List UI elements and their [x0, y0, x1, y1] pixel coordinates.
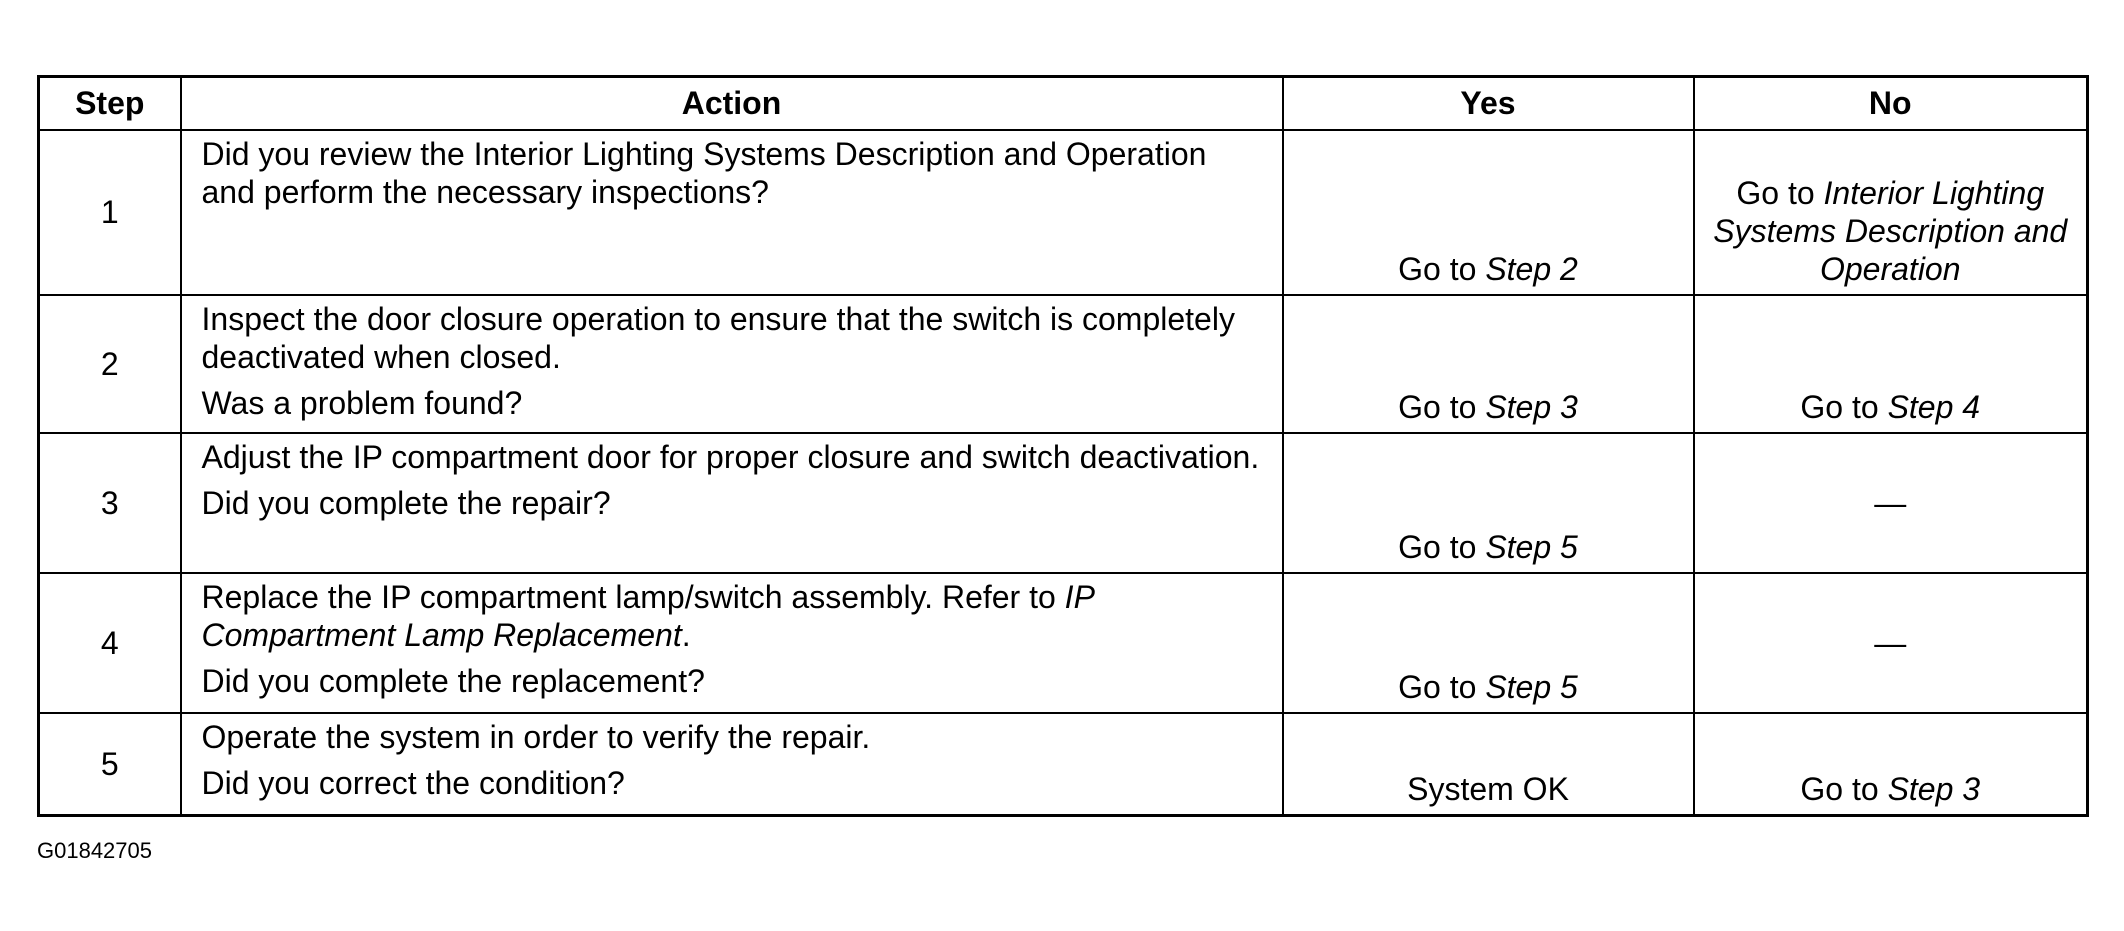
action-question: Did you complete the replacement? — [201, 662, 705, 699]
step-number: 2 — [39, 295, 181, 433]
action-text: Operate the system in order to verify the repair. — [201, 718, 871, 755]
action-cell — [181, 295, 1283, 433]
no-cell — [1694, 130, 2088, 295]
table-row — [39, 573, 2088, 713]
action-cell — [181, 433, 1283, 573]
table-row — [39, 295, 2088, 433]
yes-prefix: Go to — [1398, 528, 1486, 565]
yes-cell — [1283, 130, 1694, 295]
action-question: Was a problem found? — [201, 384, 523, 421]
table-row — [39, 130, 2088, 295]
no-cell — [1694, 573, 2088, 713]
action-suffix: . — [681, 616, 691, 653]
action-text: Did you review the Interior Lighting Systems Description and Operation and perform the necessary inspections? — [201, 135, 1207, 210]
step-number: 1 — [39, 130, 181, 295]
no-prefix: Go to — [1800, 771, 1888, 807]
header-action: Action — [181, 77, 1283, 130]
table-row — [39, 713, 2088, 816]
action-cell — [181, 573, 1283, 713]
no-prefix: Go to — [1800, 388, 1888, 425]
yes-step-link[interactable]: Step 5 — [1485, 668, 1578, 705]
action-text — [202, 578, 1264, 654]
header-step: Step — [39, 77, 181, 130]
yes-prefix: Go to — [1398, 388, 1486, 425]
yes-cell — [1283, 713, 1694, 816]
action-question: Did you correct the condition? — [201, 764, 625, 801]
figure-id: G01842705 — [37, 838, 152, 863]
step-number: 4 — [39, 573, 181, 713]
action-cell — [181, 130, 1283, 295]
header-no: No — [1694, 77, 2088, 130]
no-prefix: Go to — [1736, 174, 1824, 211]
no-cell — [1694, 433, 2088, 573]
yes-prefix: Go to — [1398, 250, 1486, 287]
step-number: 5 — [39, 713, 181, 816]
yes-step-link[interactable]: Step 5 — [1485, 528, 1578, 565]
yes-result: System OK — [1407, 771, 1569, 807]
action-text: Adjust the IP compartment door for proper closure and switch deactivation. — [201, 438, 1260, 475]
no-dash: — — [1874, 484, 1907, 521]
header-yes: Yes — [1283, 77, 1694, 130]
yes-step-link[interactable]: Step 3 — [1485, 388, 1578, 425]
table-row — [39, 433, 2088, 573]
yes-step-link[interactable]: Step 2 — [1485, 250, 1578, 287]
yes-cell — [1283, 573, 1694, 713]
yes-cell — [1283, 295, 1694, 433]
no-step-link[interactable]: Step 4 — [1887, 388, 1981, 425]
no-cell — [1694, 295, 2088, 433]
action-reference-link[interactable]: IP Compartment Lamp Replacement — [201, 578, 1094, 653]
action-prefix: Replace the IP compartment lamp/switch assembly. Refer to — [201, 578, 1065, 615]
action-cell — [181, 713, 1283, 816]
step-number: 3 — [39, 433, 181, 573]
yes-cell — [1283, 433, 1694, 573]
diagnostic-table — [37, 75, 2089, 817]
no-dash: — — [1874, 624, 1907, 661]
action-question: Did you complete the repair? — [201, 484, 611, 521]
no-cell — [1694, 713, 2088, 816]
yes-prefix: Go to — [1398, 668, 1486, 705]
action-text: Inspect the door closure operation to ensure that the switch is completely deactivated when closed. — [201, 300, 1235, 375]
header-row — [39, 77, 2088, 130]
no-step-link[interactable]: Step 3 — [1887, 771, 1981, 807]
no-reference-link[interactable]: Interior Lighting Systems Description and Operation — [1713, 174, 2068, 287]
